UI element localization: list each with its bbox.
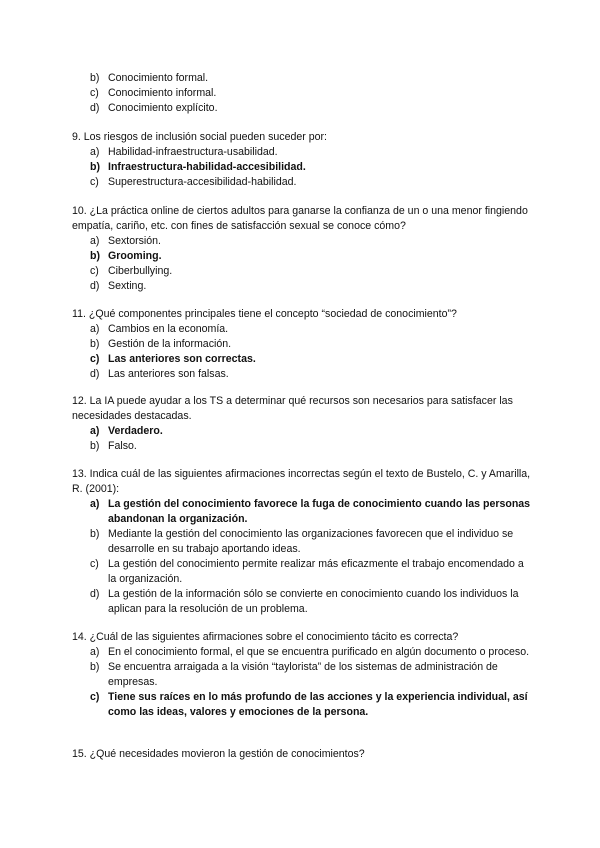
question-15-text: 15. ¿Qué necesidades movieron la gestión de conocimientos? [72, 748, 365, 760]
q14-option-c-correct: c) Tiene sus raíces en lo más profundo de las acciones y la experiencia individual, así como las ideas, valores y emociones de la persona. [90, 691, 528, 718]
q11-option-d: d) Las anteriores son falsas. [90, 368, 229, 380]
question-11-text: 11. ¿Qué componentes principales tiene el concepto “sociedad de conocimiento”? [72, 308, 457, 320]
question-13-text: 13. Indica cuál de las siguientes afirmaciones incorrectas según el texto de Bustelo, C. y Amarilla, R. (2001): [72, 468, 531, 495]
q10-option-a: a) Sextorsión. [90, 235, 161, 247]
q14-option-b: b) Se encuentra arraigada a la visión “taylorista” de los sistemas de administración de empresas. [90, 661, 498, 688]
q10-option-c: c) Ciberbullying. [90, 265, 173, 277]
q8-option-b: b) Conocimiento formal. [90, 72, 209, 84]
q10-option-b-correct: b) Grooming. [90, 250, 162, 262]
q13-option-b: b) Mediante la gestión del conocimiento las organizaciones favorecen que el individuo se desarrolle en su trabajo aportando ideas. [90, 528, 514, 555]
q9-option-c: c) Superestructura-accesibilidad-habilidad. [90, 176, 297, 188]
q12-option-a-correct: a) Verdadero. [90, 425, 163, 437]
question-9-text: 9. Los riesgos de inclusión social pueden suceder por: [72, 131, 327, 143]
q11-option-c-correct: c) Las anteriores son correctas. [90, 353, 256, 365]
question-12-text: 12. La IA puede ayudar a los TS a determinar qué recursos son necesarios para satisfacer las necesidades destacadas. [72, 395, 513, 422]
q9-option-a: a) Habilidad-infraestructura-usabilidad. [90, 146, 278, 158]
q9-option-b-correct: b) Infraestructura-habilidad-accesibilidad. [90, 161, 306, 173]
q13-option-a-correct: a) La gestión del conocimiento favorece la fuga de conocimiento cuando las personas abandonan la organización. [90, 498, 531, 525]
q13-option-c: c) La gestión del conocimiento permite realizar más eficazmente el trabajo encomendado a la organización. [90, 558, 524, 585]
question-10 [72, 204, 532, 294]
q11-option-a: a) Cambios en la economía. [90, 323, 229, 335]
question-13 [72, 467, 532, 617]
question-9 [72, 130, 532, 190]
q12-option-b: b) Falso. [90, 440, 137, 452]
question-12 [72, 394, 532, 454]
q8-option-d: d) Conocimiento explícito. [90, 102, 218, 114]
question-14 [72, 630, 532, 720]
q8-option-c: c) Conocimiento informal. [90, 87, 217, 99]
question-10-text: 10. ¿La práctica online de ciertos adultos para ganarse la confianza de un o una menor fingiendo empatía, cariño, etc. con fines de satisfacción sexual se conoce cómo? [72, 205, 528, 232]
question-15 [72, 747, 532, 762]
q13-option-d: d) La gestión de la información sólo se convierte en conocimiento cuando los individuos la aplican para la resolución de un problema. [90, 588, 519, 615]
question-14-text: 14. ¿Cuál de las siguientes afirmaciones sobre el conocimiento tácito es correcta? [72, 631, 459, 643]
question-11 [72, 307, 532, 382]
question-8 [72, 71, 532, 116]
q14-option-a: a) En el conocimiento formal, el que se encuentra purificado en algún documento o proceso. [90, 646, 530, 658]
q11-option-b: b) Gestión de la información. [90, 338, 232, 350]
q10-option-d: d) Sexting. [90, 280, 147, 292]
